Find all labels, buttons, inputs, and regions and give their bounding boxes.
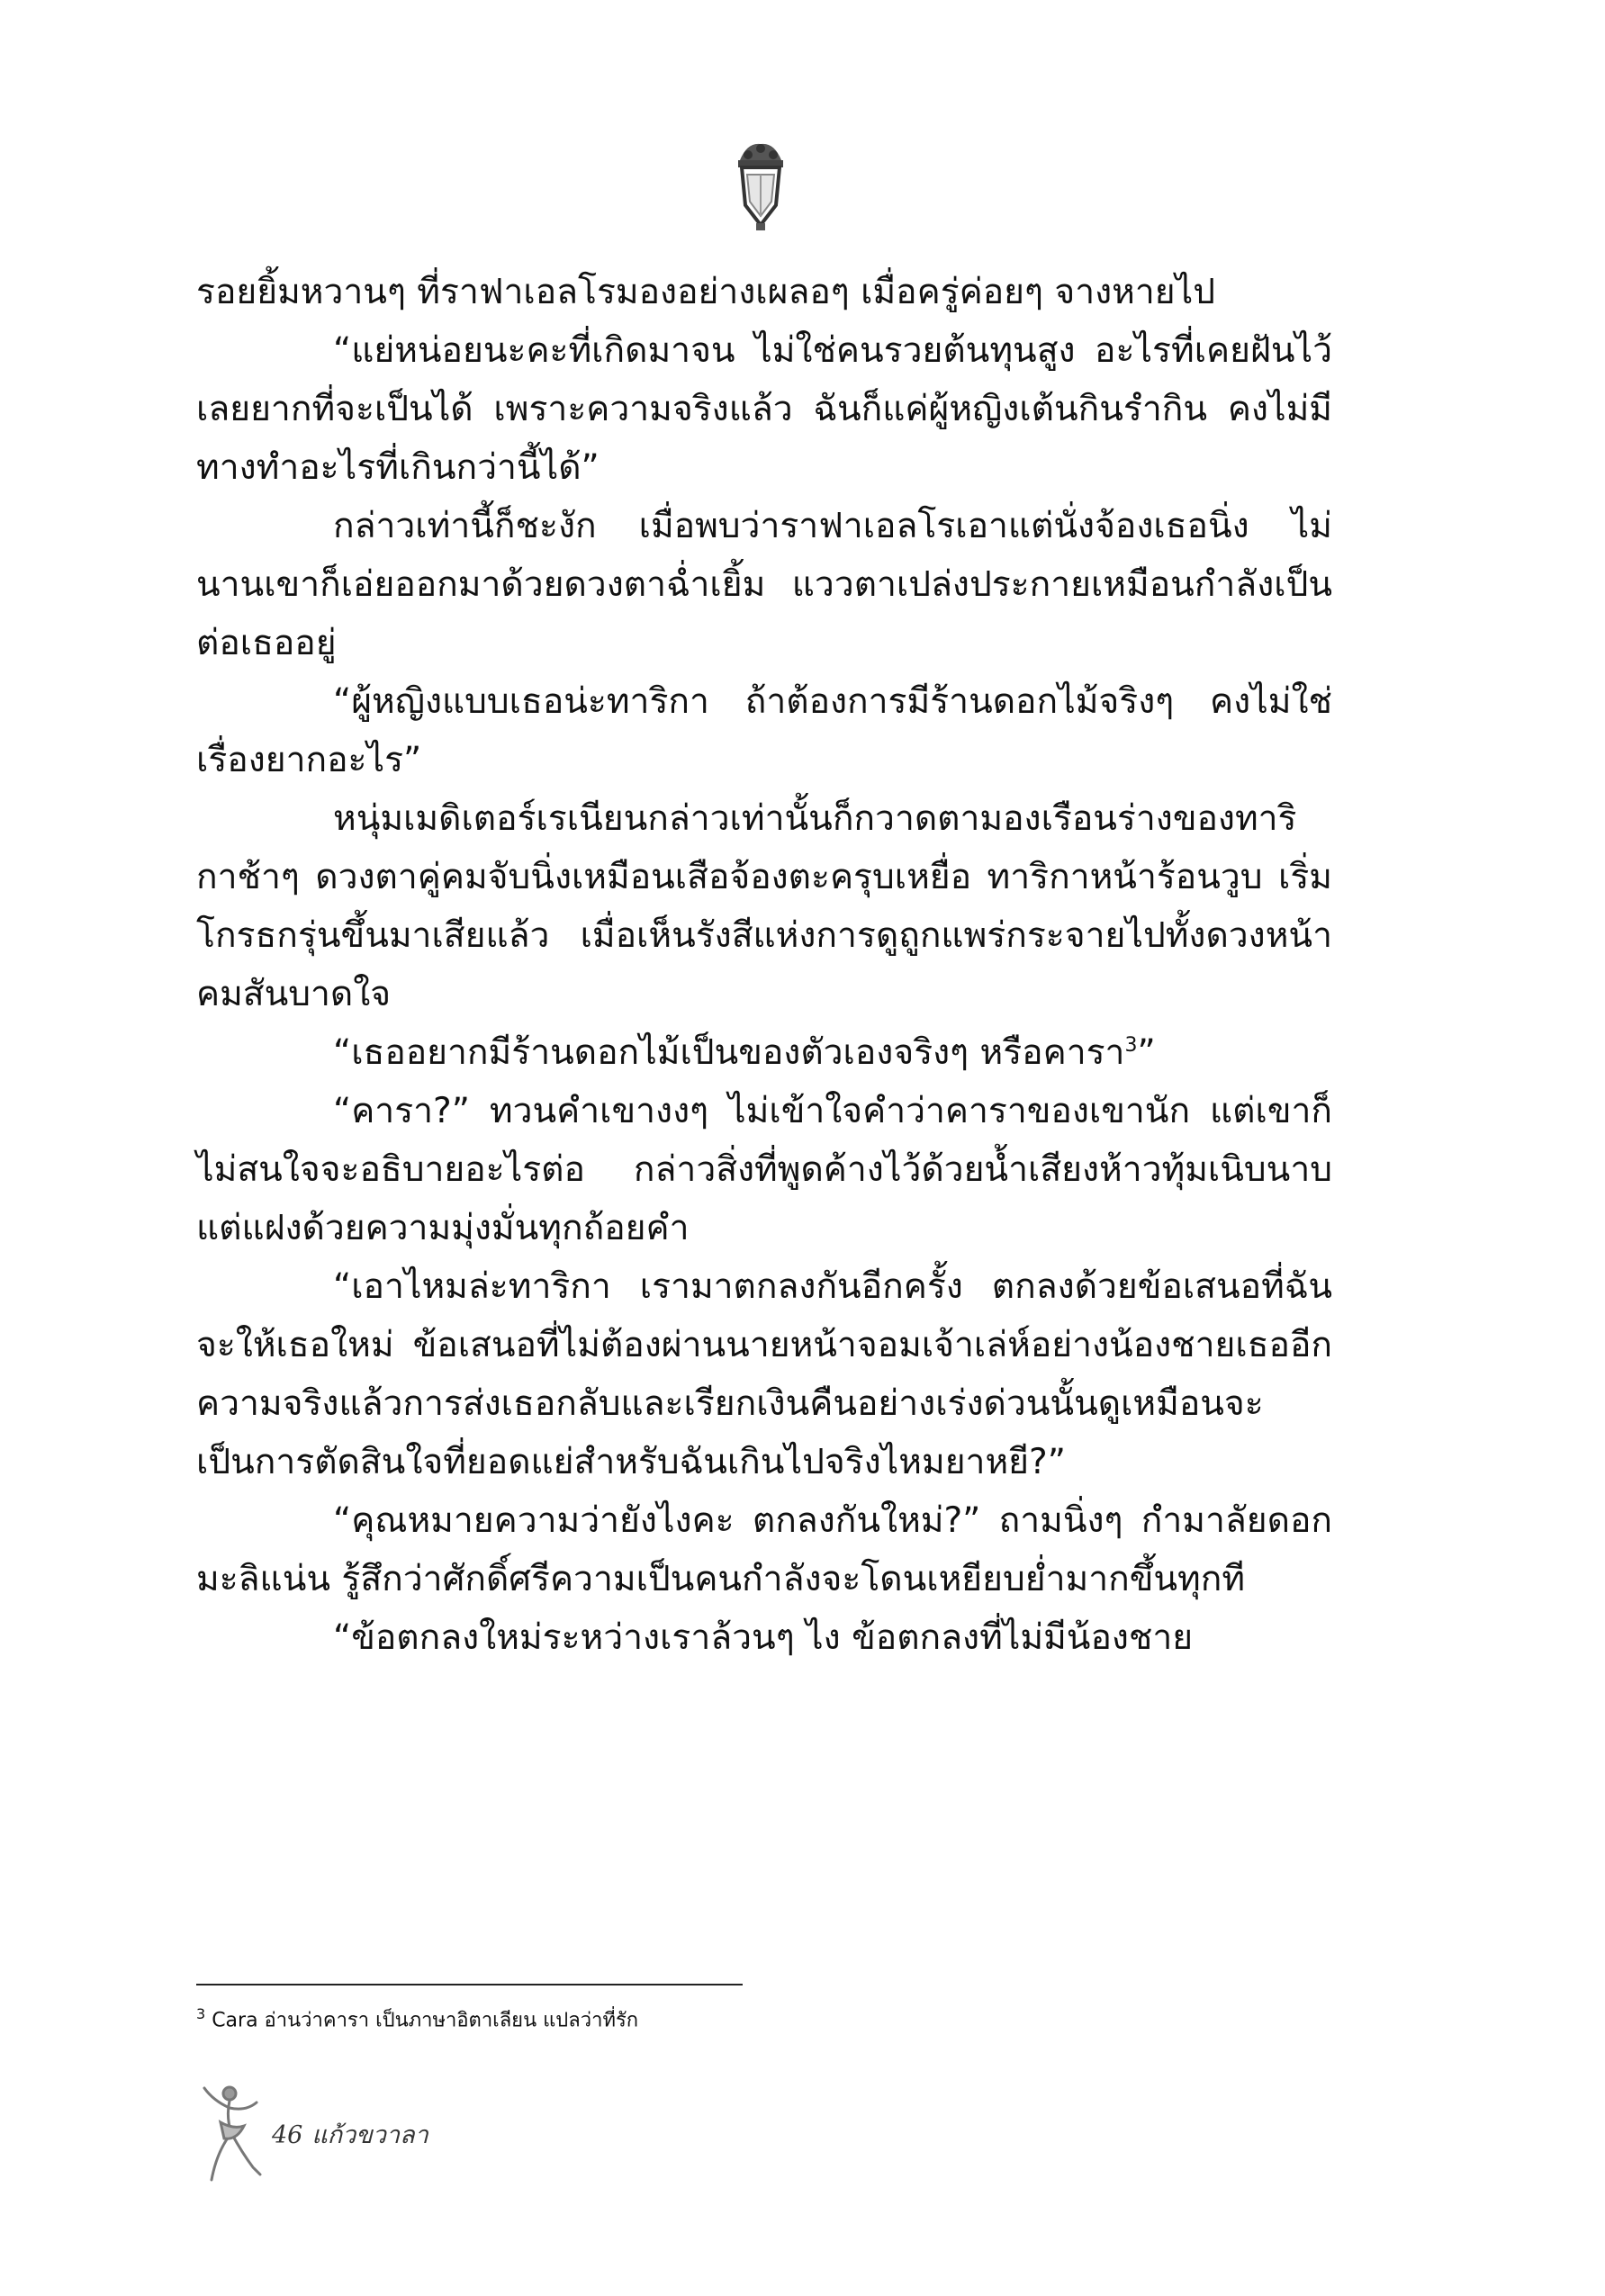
paragraph-tail: ”: [1137, 1032, 1156, 1073]
book-title: แก้วขวาลา: [311, 2121, 428, 2149]
paragraph-text: “เธออยากมีร้านดอกไม้เป็นของตัวเองจริงๆ หรือคารา: [333, 1032, 1125, 1073]
paragraph: รอยยิ้มหวานๆ ที่ราฟาเอลโรมองอย่างเผลอๆ เมื่อครู่ค่อยๆ จางหายไป: [196, 272, 1215, 312]
paragraph: “เอาไหมล่ะทาริกา เรามาตกลงกันอีกครั้ง ตกลงด้วยข้อเสนอที่ฉันจะให้เธอใหม่ ข้อเสนอที่ไม่ต้องผ่านนายหน้าจอมเจ้าเล่ห์อย่างน้องชายเธออีก ความจริงแล้วการส่งเธอกลับและเรียกเงินคืนอย่างเร่งด่วนนั้นดูเหมือนจะเป็นการตัดสินใจที่ยอดแย่สำหรับฉันเกินไปจริงไหมยาหยี?”: [196, 1266, 1332, 1482]
page-number: 46: [272, 2121, 303, 2149]
lantern-ornament-icon: [729, 135, 792, 234]
body-text: [196, 263, 1332, 1667]
footnote-divider: [196, 1984, 743, 1985]
paragraph: “คุณหมายความว่ายังไงคะ ตกลงกันใหม่?” ถามนิ่งๆ กำมาลัยดอกมะลิแน่น รู้สึกว่าศักดิ์ศรีความเป็นคนกำลังจะโดนเหยียบย่ำมากขึ้นทุกที: [196, 1500, 1332, 1599]
paragraph: “แย่หน่อยนะคะที่เกิดมาจน ไม่ใช่คนรวยต้นทุนสูง อะไรที่เคยฝันไว้ เลยยากที่จะเป็นได้ เพราะความจริงแล้ว ฉันก็แค่ผู้หญิงเต้นกินรำกิน คงไม่มีทางทำอะไรที่เกินกว่านี้ได้”: [196, 330, 1332, 488]
footnote-mark: 3: [196, 2005, 206, 2022]
footnote: [196, 2000, 1332, 2035]
paragraph: “คารา?” ทวนคำเขางงๆ ไม่เข้าใจคำว่าคาราของเขานัก แต่เขาก็ไม่สนใจจะอธิบายอะไรต่อ กล่าวสิ่งที่พูดค้างไว้ด้วยน้ำเสียงห้าวทุ้มเนิบนาบแต่แฝงด้วยความมุ่งมั่นทุกถ้อยคำ: [196, 1091, 1332, 1248]
page-footer: [272, 2115, 428, 2154]
paragraph: หนุ่มเมดิเตอร์เรเนียนกล่าวเท่านั้นก็กวาดตามองเรือนร่างของทาริกาช้าๆ ดวงตาคู่คมจับนิ่งเหมือนเสือจ้องตะครุบเหยื่อ ทาริกาหน้าร้อนวูบ เริ่มโกรธกรุ่นขึ้นมาเสียแล้ว เมื่อเห็นรังสีแห่งการดูถูกแพร่กระจายไปทั้งดวงหน้าคมสันบาดใจ: [196, 798, 1332, 1014]
paragraph: “ข้อตกลงใหม่ระหว่างเราล้วนๆ ไง ข้อตกลงที่ไม่มีน้องชาย: [333, 1617, 1194, 1658]
paragraph-with-footnote: [196, 1023, 1332, 1082]
footnote-text: Cara อ่านว่าคารา เป็นภาษาอิตาเลียน แปลว่าที่รัก: [212, 2009, 639, 2032]
footnote-reference: 3: [1124, 1034, 1138, 1057]
paragraph: “ผู้หญิงแบบเธอน่ะทาริกา ถ้าต้องการมีร้านดอกไม้จริงๆ คงไม่ใช่เรื่องยากอะไร”: [196, 681, 1332, 780]
paragraph: กล่าวเท่านี้ก็ชะงัก เมื่อพบว่าราฟาเอลโรเอาแต่นั่งจ้องเธอนิ่ง ไม่นานเขาก็เอ่ยออกมาด้วยดวงตาฉ่ำเยิ้ม แววตาเปล่งประกายเหมือนกำลังเป็นต่อเธออยู่: [196, 506, 1332, 663]
dancer-figure-icon: [194, 2081, 266, 2187]
